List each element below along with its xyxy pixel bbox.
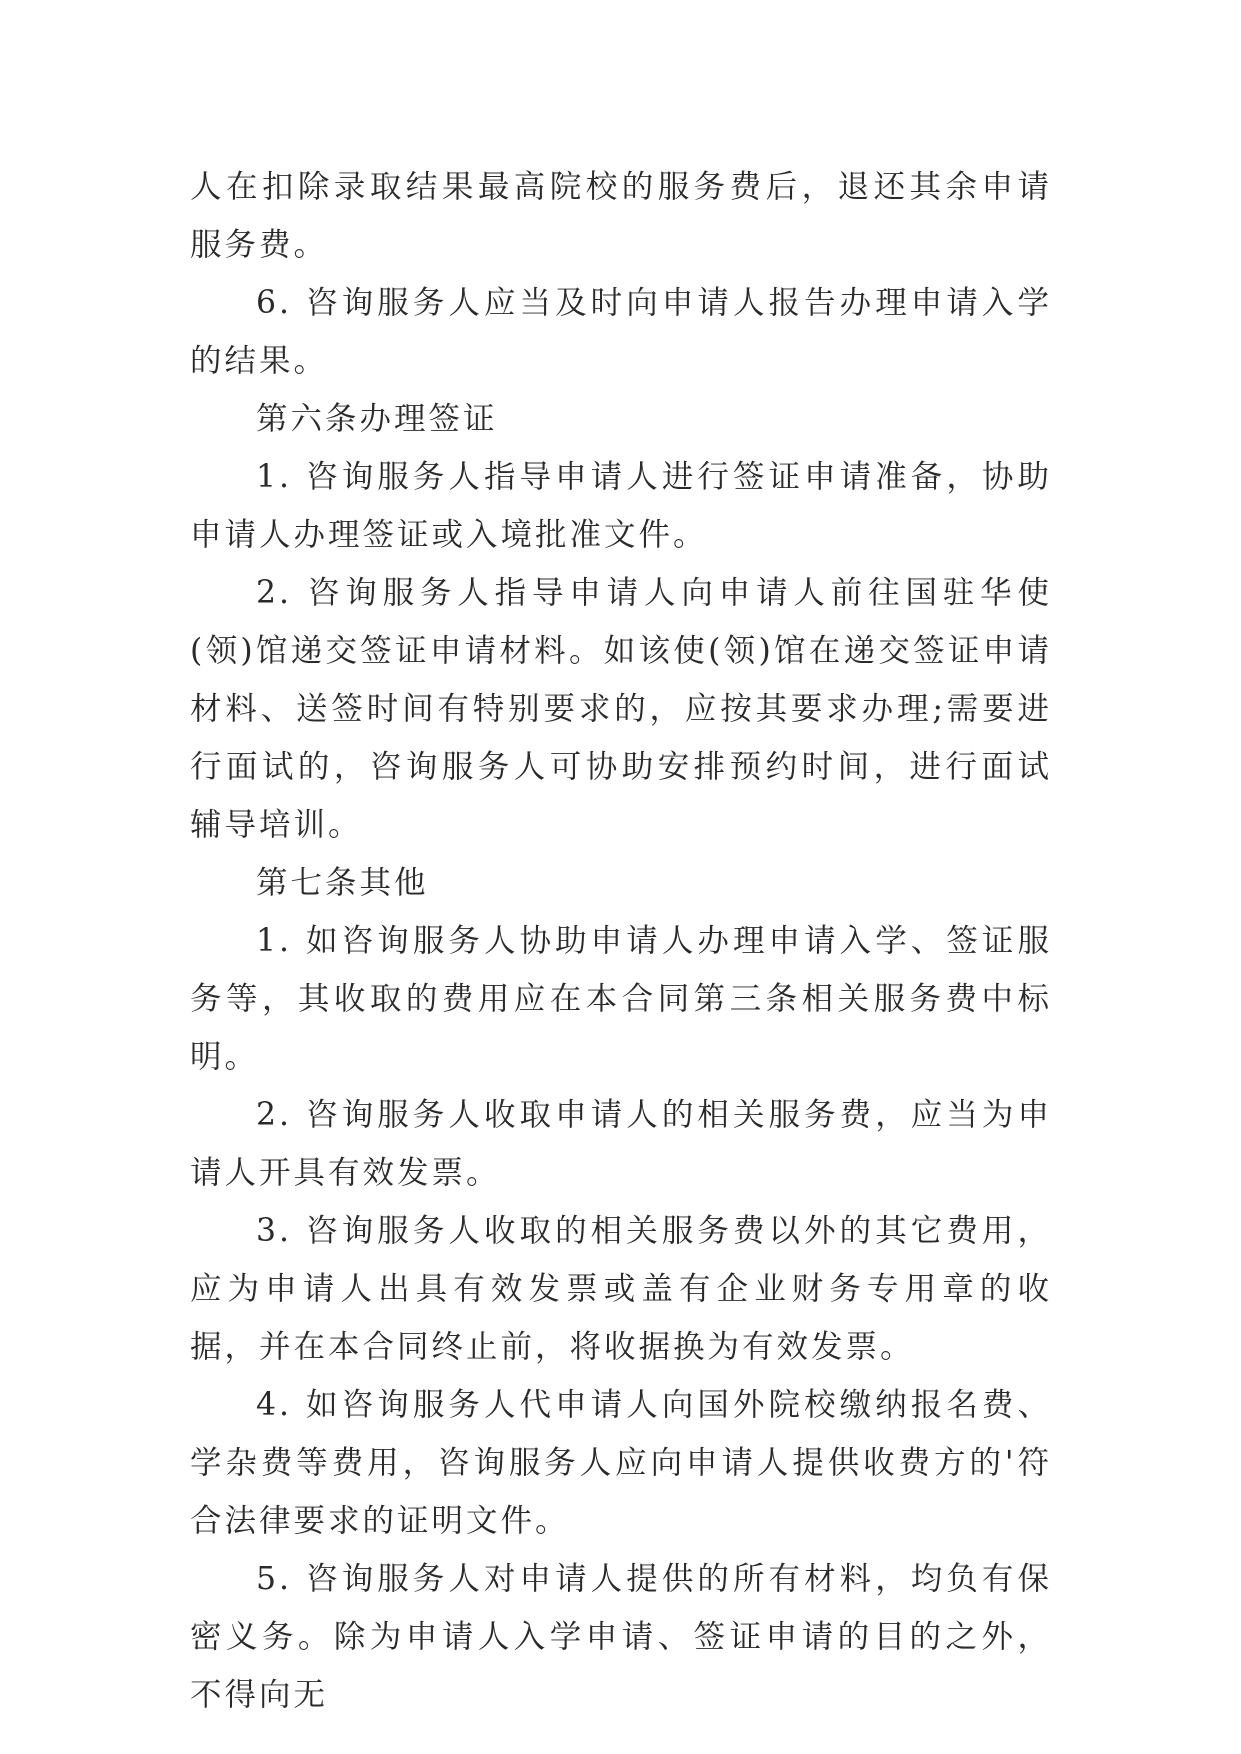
- paragraph-other-item-1: 1. 如咨询服务人协助申请人办理申请入学、签证服务等，其收取的费用应在本合同第三条相关服务费中标明。: [190, 923, 1052, 1075]
- paragraph-other-item-4: 4. 如咨询服务人代申请人向国外院校缴纳报名费、学杂费等费用，咨询服务人应向申请人提供收费方的'符合法律要求的证明文件。: [190, 1387, 1052, 1539]
- section-heading-article-7: 第七条其他: [256, 865, 429, 901]
- document-page: [190, 158, 1052, 1724]
- paragraph-other-item-3: 3. 咨询服务人收取的相关服务费以外的其它费用，应为申请人出具有效发票或盖有企业财务专用章的收据，并在本合同终止前，将收据换为有效发票。: [190, 1213, 1052, 1365]
- paragraph-other-item-2: 2. 咨询服务人收取申请人的相关服务费，应当为申请人开具有效发票。: [190, 1097, 1052, 1191]
- paragraph-visa-item-1: 1. 咨询服务人指导申请人进行签证申请准备，协助申请人办理签证或入境批准文件。: [190, 459, 1052, 553]
- paragraph-item-6-result: 6. 咨询服务人应当及时向申请人报告办理申请入学的结果。: [190, 285, 1052, 379]
- paragraph-continuation: 人在扣除录取结果最高院校的服务费后，退还其余申请服务费。: [190, 169, 1052, 263]
- paragraph-other-item-5: 5. 咨询服务人对申请人提供的所有材料，均负有保密义务。除为申请人入学申请、签证申请的目的之外，不得向无: [190, 1561, 1052, 1713]
- paragraph-visa-item-2: 2. 咨询服务人指导申请人向申请人前往国驻华使(领)馆递交签证申请材料。如该使(领)馆在递交签证申请材料、送签时间有特别要求的，应按其要求办理;需要进行面试的，咨询服务人可协助安排预约时间，进行面试辅导培训。: [190, 575, 1052, 843]
- section-heading-article-6: 第六条办理签证: [256, 401, 498, 437]
